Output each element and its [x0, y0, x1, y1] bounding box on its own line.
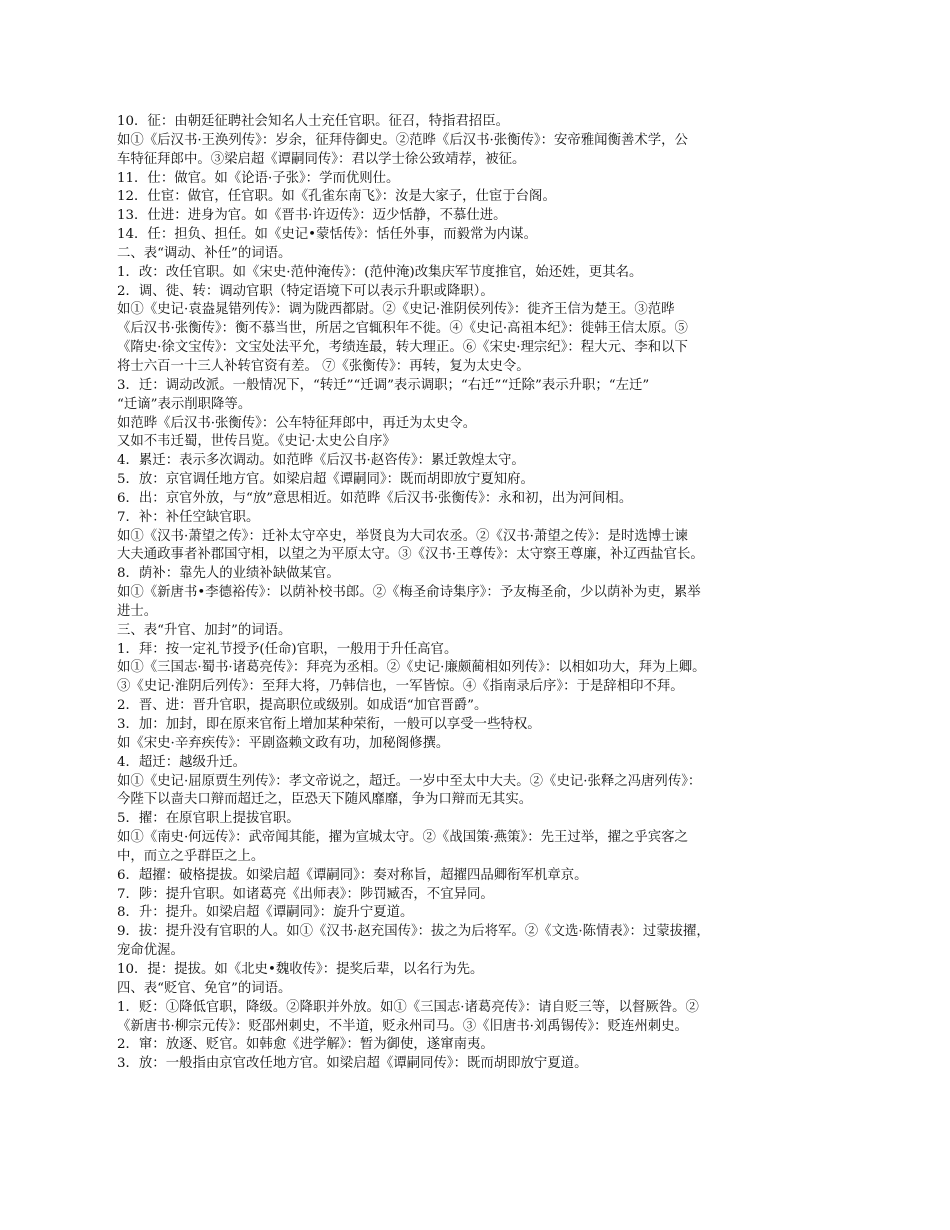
- text-line: 12．仕宦：做官，任官职。如《孔雀东南飞》：汝是大家子，仕宦于台阁。: [117, 189, 556, 205]
- text-line: 2．窜：放逐、贬官。如韩愈《进学解》：暂为御使，遂窜南夷。: [117, 1037, 494, 1053]
- text-line: ③《史记·淮阴后列传》：至拜大将，乃韩信也，一军皆惊。④《指南录后序》：于是辞相印不拜。: [117, 679, 684, 695]
- text-line: 8．荫补：靠先人的业绩补缺做某官。: [117, 566, 340, 582]
- text-line: 如①《史记·屈原贾生列传》：孝文帝说之，超迁。一岁中至太中大夫。②《史记·张释之冯唐列传》：: [117, 773, 702, 789]
- text-line: 《后汉书·张衡传》：衡不慕当世，所居之官辄积年不徙。④《史记·高祖本纪》：徙韩王信太原。⑤: [117, 321, 688, 337]
- text-line: 3．加：加封，即在原来官衔上增加某种荣衔，一般可以享受一些特权。: [117, 717, 541, 732]
- text-line: 四、表“贬官、免官”的词语。: [117, 980, 292, 996]
- text-line: 2．晋、进：晋升官职，提高职位或级别。如成语“加官晋爵”。: [117, 698, 488, 714]
- text-line: 5．放：京官调任地方官。如梁启超《谭嗣同》：既而胡即放宁夏知府。: [117, 472, 534, 488]
- text-line: 11．仕：做官。如《论语·子张》：学而优则仕。: [117, 170, 400, 186]
- text-line: 1．拜：按一定礼节授予(任命)官职，一般用于升任高官。: [117, 641, 458, 657]
- text-line: 今陛下以啬夫口辩而超迁之，臣恐天下随风靡靡，争为口辩而无其实。: [117, 792, 533, 808]
- text-line: 车特征拜郎中。③梁启超《谭嗣同传》：君以学士徐公致靖荐，被征。: [117, 151, 526, 167]
- text-line: 10．提：提拔。如《北史•魏收传》：提奖后辈，以名行为先。: [117, 961, 484, 977]
- text-line: 中，而立之乎群臣之上。: [117, 848, 265, 864]
- text-line: 二、表“调动、补任”的词语。: [117, 245, 292, 261]
- text-line: 1．贬：①降低官职，降级。②降职并外放。如①《三国志·诸葛亮传》：请自贬三等，以督厥咎。②: [117, 999, 699, 1015]
- text-line: 4．累迁：表示多次调动。如范晔《后汉书·赵咨传》：累迁敦煌太守。: [117, 453, 525, 469]
- text-line: 将士六百一十三人补转官资有差。 ⑦《张衡传》：再转，复为太史令。: [117, 358, 530, 374]
- text-line: 如范晔《后汉书·张衡传》：公车特征拜郎中，再迁为太史令。: [117, 415, 477, 431]
- text-line: 5．擢：在原官职上提拔官职。: [117, 811, 300, 827]
- text-line: 宠命优渥。: [117, 943, 184, 959]
- text-line: 如①《南史·何远传》：武帝闻其能，擢为宣城太守。②《战国策·燕策》：先王过举，擢之乎宾客之: [117, 830, 688, 846]
- text-line: 如①《新唐书•李德裕传》：以荫补校书郎。②《梅圣俞诗集序》：予友梅圣俞，少以荫补为吏，累举: [117, 585, 701, 601]
- text-line: 3．迁：调动改派。一般情况下，“转迁”“迁调”表示调职；“右迁”“迁除”表示升职；“左迁”: [117, 377, 650, 393]
- text-line: 3．放：一般指由京官改任地方官。如梁启超《谭嗣同传》：既而胡即放宁夏道。: [117, 1056, 588, 1072]
- text-line: 如①《后汉书·王涣列传》：岁余，征拜侍御史。②范晔《后汉书·张衡传》：安帝雅闻衡善术学，公: [117, 132, 688, 148]
- text-line: 如①《汉书·萧望之传》：迁补太守卒史，举贤良为大司农丞。②《汉书·萧望之传》：是时选博士谏: [117, 528, 688, 544]
- text-line: 《隋史·徐文宝传》：文宝处法平允，考绩连最，转大理正。⑥《宋史·理宗纪》：程大元、李和以下: [117, 340, 688, 356]
- text-line: 又如不韦迁蜀，世传吕览。《史记·太史公自序》: [117, 434, 396, 450]
- text-line: 13．仕进：进身为官。如《晋书·许迈传》：迈少恬静，不慕仕进。: [117, 208, 507, 224]
- text-line: 1．改：改任官职。如《宋史·范仲淹传》：(范仲淹)改集庆军节度推官，始还姓，更其名。: [117, 264, 643, 280]
- text-line: 6．出：京官外放，与“放”意思相近。如范晔《后汉书·张衡传》：永和初，出为河间相。: [117, 490, 633, 506]
- text-line: 进士。: [117, 603, 158, 619]
- text-line: 《新唐书·柳宗元传》：贬邵州刺史，不半道，贬永州司马。③《旧唐书·刘禹锡传》：贬连州刺史。: [117, 1018, 688, 1034]
- text-line: 7．陟：提升官职。如诸葛亮《出师表》：陟罚臧否，不宜异同。: [117, 886, 494, 902]
- text-line: 14．任：担负、担任。如《史记•蒙恬传》：恬任外事，而毅常为内谋。: [117, 227, 537, 243]
- text-line: 7．补：补任空缺官职。: [117, 509, 260, 525]
- text-line: 6．超擢：破格提拔。如梁启超《谭嗣同》：奏对称旨，超擢四品卿衔军机章京。: [117, 867, 588, 883]
- text-line: 10．征：由朝廷征聘社会知名人士充任官职。征召，特指君招臣。: [117, 114, 509, 129]
- text-line: “迁谪”表示削职降等。: [117, 396, 252, 412]
- text-line: 大夫通政事者补郡国守相，以望之为平原太守。③《汉书·王尊传》：太守察王尊廉，补辽西盐官长。: [117, 547, 704, 563]
- text-line: 如《宋史·辛弃疾传》：平剧盗赖文政有功，加秘阁修撰。: [117, 735, 450, 751]
- text-line: 如①《三国志·蜀书·诸葛亮传》：拜亮为丞相。②《史记·廉颇蔺相如列传》：以相如功大，拜为上卿。: [117, 660, 706, 676]
- text-line: 2．调、徙、转：调动官职（特定语境下可以表示升职或降职）。: [117, 283, 494, 299]
- text-line: 4．超迁：越级升迁。: [117, 754, 247, 770]
- text-line: 9．拔：提升没有官职的人。如①《汉书·赵充国传》：拔之为后将军。②《文选·陈情表》：过蒙拔擢，: [117, 924, 710, 940]
- document-body: [117, 113, 847, 1074]
- text-line: 如①《史记·袁盎晁错列传》：调为陇西都尉。②《史记·淮阴侯列传》：徙齐王信为楚王。③范晔: [117, 302, 675, 318]
- text-line: 三、表“升官、加封”的词语。: [117, 622, 292, 638]
- text-line: 8．升：提升。如梁启超《谭嗣同》：旋升宁夏道。: [117, 905, 414, 921]
